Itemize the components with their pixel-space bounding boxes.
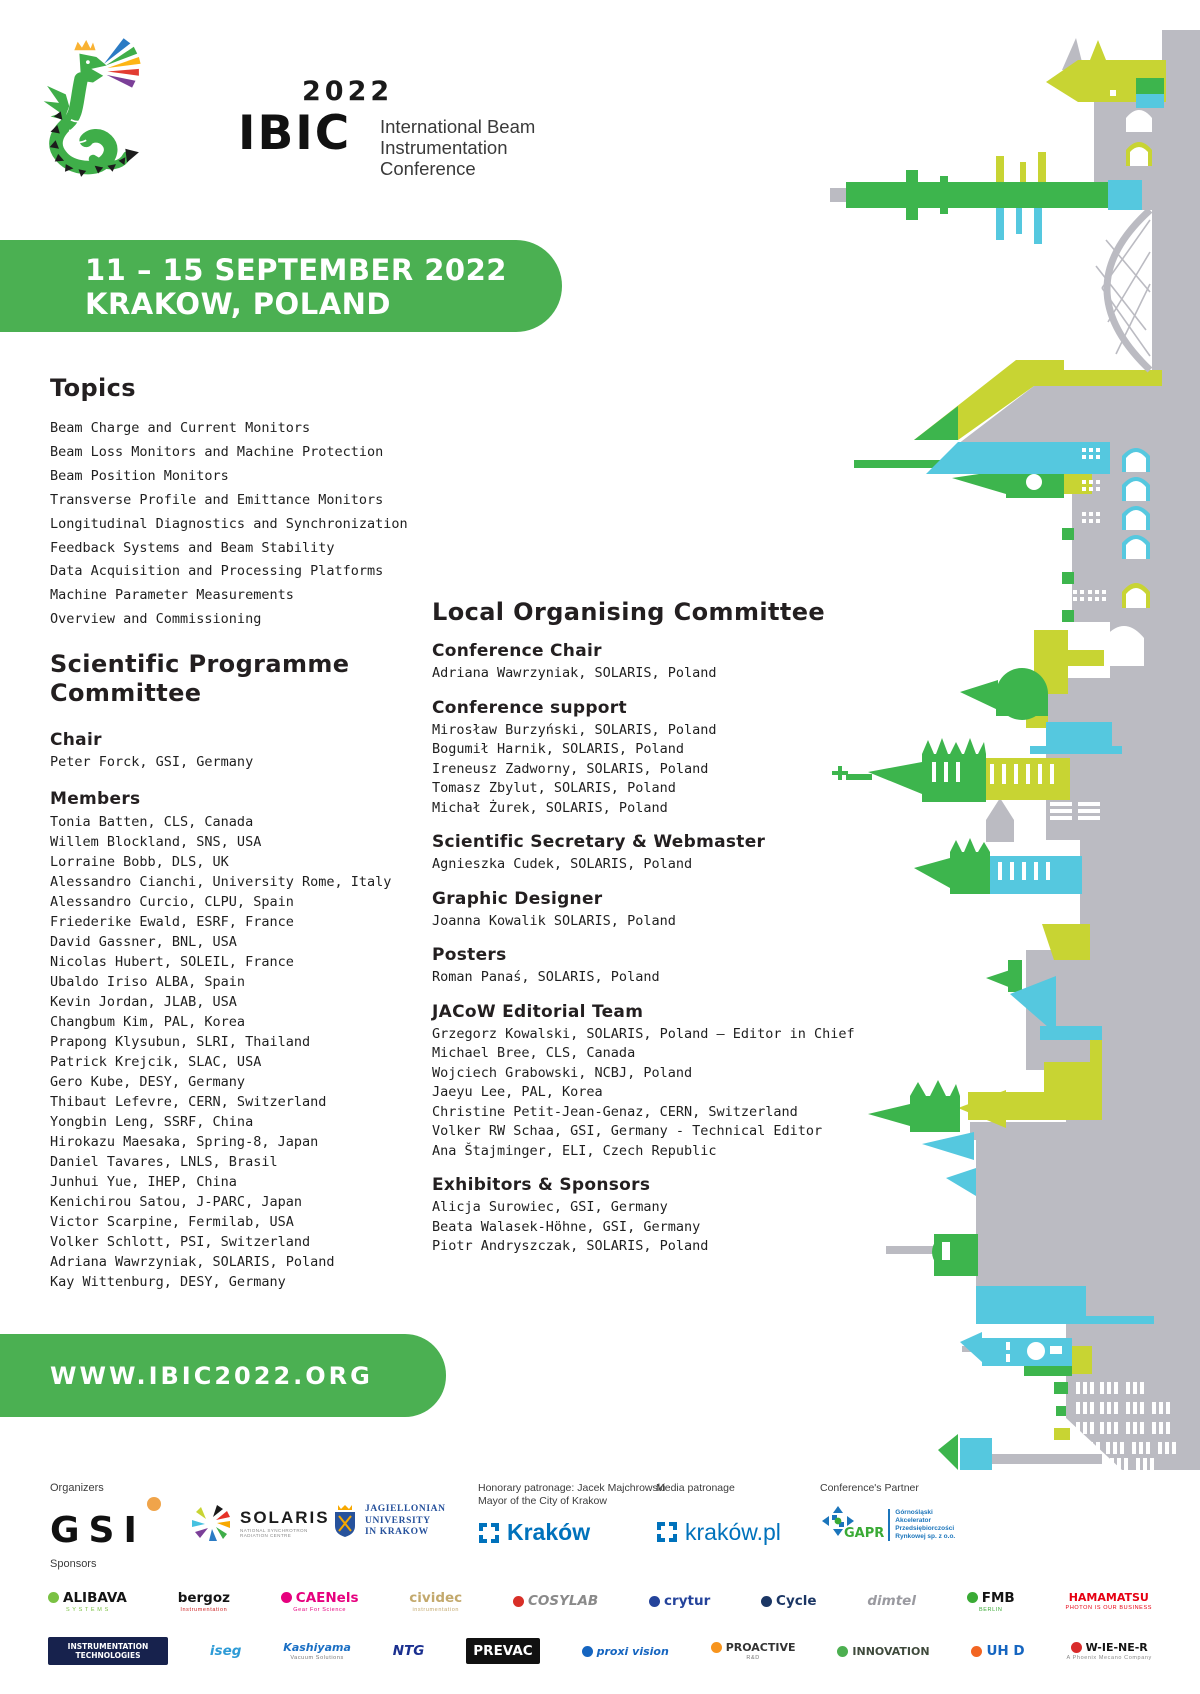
person: Volker RW Schaa, GSI, Germany - Technical Editor [432, 1123, 823, 1139]
person: Grzegorz Kowalski, SOLARIS, Poland – Editor in Chief [432, 1025, 855, 1042]
sponsor-logo-alibava [48, 1590, 127, 1613]
topic-item: Longitudinal Diagnostics and Synchronization [50, 515, 408, 532]
sponsor-tagline: Instrumentation [180, 1606, 228, 1613]
solaris-sub1: NATIONAL SYNCHROTRON [240, 1528, 308, 1533]
members-label: Members [50, 788, 141, 809]
topic-item: Beam Charge and Current Monitors [50, 420, 311, 436]
person: Christine Petit-Jean-Genaz, CERN, Switzerland [432, 1103, 798, 1120]
sponsor-name: iseg [209, 1643, 242, 1659]
loc-subsection-label: Graphic Designer [432, 888, 603, 909]
person: Tomasz Zbylut, SOLARIS, Poland [432, 780, 676, 796]
sponsor-logo-uh-d [971, 1643, 1024, 1659]
innovation-icon [837, 1646, 848, 1657]
gsi-dot-icon [147, 1497, 161, 1511]
gsi-logo [50, 1510, 146, 1551]
person: Mirosław Burzyński, SOLARIS, Poland [432, 721, 717, 738]
sponsor-name: Kashiyama [283, 1641, 351, 1654]
loc-subsection [432, 698, 872, 819]
loc-heading: Local Organising Committee [432, 598, 826, 626]
member-person: Yongbin Leng, SSRF, China [50, 1113, 254, 1130]
partner-block [820, 1482, 955, 1545]
ju-line3: IN KRAKOW [365, 1527, 429, 1537]
ju-line2: UNIVERSITY [365, 1515, 431, 1526]
sponsor-name: Cycle [776, 1593, 817, 1609]
honorary-label-line1: Honorary patronage: Jacek Majchrowski [478, 1482, 666, 1494]
member-person: Ubaldo Iriso ALBA, Spain [50, 973, 246, 990]
person: Piotr Andryszczak, SOLARIS, Poland [432, 1238, 709, 1254]
fmb-icon [967, 1592, 978, 1603]
sponsor-logo-innovation [837, 1645, 929, 1658]
sponsor-logo-cosylab [513, 1593, 598, 1609]
member-person: Kevin Jordan, JLAB, USA [50, 993, 237, 1010]
sponsor-logo-prevac [466, 1638, 539, 1664]
sponsor-name: PREVAC [473, 1643, 533, 1659]
jagiellonian-shield-icon [332, 1504, 358, 1538]
sponsor-tagline: BERLIN [979, 1606, 1003, 1613]
loc-subsection [432, 1175, 872, 1257]
sponsor-tagline: S Y S T E M S [66, 1606, 109, 1613]
jagiellonian-logo [332, 1504, 446, 1539]
loc-subsection-label: Conference support [432, 697, 627, 718]
member-person: Nicolas Hubert, SOLEIL, France [50, 953, 294, 970]
proxi-vision-icon [582, 1646, 593, 1657]
chair-label: Chair [50, 730, 102, 750]
member-person: Friederike Ewald, ESRF, France [50, 913, 294, 930]
media-patronage-block [656, 1482, 781, 1546]
sponsor-name: W-IE-NE-R [1085, 1641, 1148, 1654]
uh-d-icon [971, 1646, 982, 1657]
gapr-logo [820, 1505, 955, 1545]
member-person: Alessandro Cianchi, University Rome, Italy [50, 873, 392, 890]
topics-list [50, 417, 470, 632]
spc-members-block [50, 789, 470, 1292]
person: Michał Żurek, SOLARIS, Poland [432, 799, 668, 816]
solaris-fan-icon [190, 1502, 232, 1544]
cycle-icon [761, 1596, 772, 1607]
alibava-icon [48, 1592, 59, 1603]
person: Adriana Wawrzyniak, SOLARIS, Poland [432, 665, 717, 681]
person: Bogumił Harnik, SOLARIS, Poland [432, 741, 684, 757]
sponsors-label: Sponsors [50, 1558, 97, 1570]
conference-logo [42, 28, 574, 188]
crytur-icon [649, 1596, 660, 1607]
loc-subsection-label: Conference Chair [432, 641, 602, 661]
sponsor-name: INSTRUMENTATION TECHNOLOGIES [67, 1642, 149, 1660]
member-person: Volker Schlott, PSI, Switzerland [50, 1233, 311, 1250]
solaris-sub2: RADIATION CENTRE [240, 1533, 292, 1538]
gapr-acronym: GAPR [844, 1526, 885, 1541]
sponsor-logo-cividec [409, 1590, 462, 1613]
spc-heading-line1: Scientific Programme [50, 650, 350, 678]
dragon-icon [42, 28, 144, 188]
sponsor-name: INNOVATION [852, 1644, 930, 1658]
topic-item: Beam Loss Monitors and Machine Protection [50, 443, 384, 460]
spc-heading [50, 650, 470, 708]
krakow-pl-dashes-icon [656, 1521, 678, 1543]
sponsor-logo-cycle [761, 1593, 817, 1609]
person: Agnieszka Cudek, SOLARIS, Poland [432, 856, 693, 872]
sponsor-logo-instrumentation-technologies [48, 1637, 168, 1665]
member-person: Changbum Kim, PAL, Korea [50, 1013, 246, 1030]
person: Joanna Kowalik SOLARIS, Poland [432, 912, 676, 929]
sponsor-row-1 [48, 1578, 1152, 1624]
sponsor-name: PROACTIVE [725, 1641, 796, 1654]
sponsor-logo-iseg [210, 1643, 241, 1659]
gapr-text [888, 1509, 955, 1541]
topic-item: Overview and Commissioning [50, 611, 262, 628]
solaris-name: SOLARIS [240, 1508, 330, 1527]
sponsor-logo-bergoz [178, 1590, 230, 1613]
sponsor-tagline: A Phoenix Mecano Company [1066, 1655, 1152, 1661]
chair-person: Peter Forck, GSI, Germany [50, 754, 254, 770]
logo-subtitle-line2: Instrumentation Conference [380, 137, 508, 179]
krakow-logo-text: Kraków [507, 1519, 591, 1545]
date-line: 11 – 15 SEPTEMBER 2022 [85, 253, 507, 287]
sponsor-name: HAMAMATSU [1068, 1591, 1149, 1604]
sponsor-name: FMB [981, 1589, 1015, 1606]
sponsor-logo-caenels [281, 1590, 359, 1613]
gapr-line1: Górnośląski [895, 1508, 933, 1516]
members-list [50, 812, 470, 1292]
krakow-city-logo [478, 1519, 665, 1546]
organizers-label: Organizers [50, 1482, 104, 1494]
loc-subsection [432, 832, 872, 875]
loc-subsection-label: Scientific Secretary & Webmaster [432, 832, 766, 852]
member-person: Willem Blockland, SNS, USA [50, 833, 262, 850]
krakow-dashes-icon [478, 1522, 500, 1544]
website-link[interactable]: WWW.IBIC2022.ORG [50, 1361, 373, 1390]
logo-year: 2022 [302, 76, 394, 107]
honorary-patronage-block [478, 1482, 665, 1546]
spc-heading-line2: Committee [50, 679, 202, 707]
member-person: David Gassner, BNL, USA [50, 933, 237, 950]
sponsor-logo-hamamatsu [1066, 1591, 1152, 1611]
ju-line1: JAGIELLONIAN [365, 1504, 446, 1514]
topic-item: Transverse Profile and Emittance Monitors [50, 491, 384, 508]
member-person: Adriana Wawrzyniak, SOLARIS, Poland [50, 1253, 335, 1270]
topic-item: Beam Position Monitors [50, 467, 229, 484]
member-person: Kenichirou Satou, J-PARC, Japan [50, 1193, 302, 1210]
sponsor-logo-crytur [649, 1593, 710, 1609]
logo-subtitle-line1: International Beam [380, 116, 536, 137]
sponsor-row-2 [48, 1628, 1152, 1674]
member-person: Tonia Batten, CLS, Canada [50, 813, 254, 830]
member-person: Junhui Yue, IHEP, China [50, 1173, 237, 1190]
sponsor-logo-dimtel [867, 1593, 916, 1609]
media-label: Media patronage [656, 1482, 735, 1494]
spc-section [50, 650, 470, 1292]
proactive-icon [711, 1642, 722, 1653]
sponsor-logo-kashiyama [283, 1641, 351, 1661]
person: Alicja Surowiec, GSI, Germany [432, 1199, 668, 1215]
w-ie-ne-r-icon [1071, 1642, 1082, 1653]
gapr-line2: Akcelerator [895, 1516, 932, 1524]
person: Wojciech Grabowski, NCBJ, Poland [432, 1064, 693, 1081]
sponsor-name: COSYLAB [528, 1593, 599, 1609]
loc-subsection [432, 641, 872, 684]
sponsor-tagline: R&D [746, 1655, 760, 1661]
member-person: Lorraine Bobb, DLS, UK [50, 853, 229, 870]
spc-chair-block [50, 730, 470, 773]
partner-label: Conference's Partner [820, 1482, 919, 1494]
member-person: Daniel Tavares, LNLS, Brasil [50, 1153, 278, 1170]
topic-item: Machine Parameter Measurements [50, 587, 294, 604]
sponsor-name: cividec [409, 1589, 463, 1606]
logo-acronym: IBIC [238, 106, 352, 161]
sponsor-name: proxi vision [596, 1644, 669, 1658]
member-person: Alessandro Curcio, CLPU, Spain [50, 893, 294, 910]
person: Ireneusz Zadworny, SOLARIS, Poland [432, 760, 709, 777]
sponsor-name: dimtel [867, 1593, 916, 1609]
loc-subsection [432, 889, 872, 932]
loc-subsection [432, 1002, 872, 1162]
date-banner [0, 240, 562, 332]
loc-subsection-label: JACoW Editorial Team [432, 1001, 644, 1022]
gapr-line3: Przedsiębiorczości [895, 1524, 955, 1532]
person: Beata Walasek-Höhne, GSI, Germany [432, 1218, 701, 1235]
sponsor-logo-ntg [393, 1643, 425, 1659]
loc-subsection [432, 945, 872, 988]
member-person: Hirokazu Maesaka, Spring-8, Japan [50, 1133, 319, 1150]
sponsor-name: crytur [664, 1593, 711, 1609]
cosylab-icon [513, 1596, 524, 1607]
person: Michael Bree, CLS, Canada [432, 1045, 636, 1061]
logo-subtitle [380, 116, 574, 179]
topics-section [50, 374, 470, 632]
person: Jaeyu Lee, PAL, Korea [432, 1084, 603, 1100]
sponsor-name: CAENels [295, 1589, 359, 1606]
gsi-logo-text: GSI [50, 1510, 146, 1551]
person: Roman Panaś, SOLARIS, Poland [432, 969, 660, 985]
member-person: Prapong Klysubun, SLRI, Thailand [50, 1033, 311, 1050]
sponsor-tagline: PHOTON IS OUR BUSINESS [1065, 1605, 1152, 1611]
organizer-logos [50, 1500, 450, 1556]
sponsor-tagline: Gear For Science [293, 1606, 346, 1613]
solaris-logo [190, 1502, 330, 1544]
member-person: Gero Kube, DESY, Germany [50, 1073, 246, 1090]
sponsor-name: bergoz [177, 1589, 230, 1606]
krakow-pl-logo-text: kraków.pl [685, 1518, 781, 1545]
topics-heading: Topics [50, 374, 136, 402]
topic-item: Data Acquisition and Processing Platforms [50, 563, 384, 580]
sponsor-logo-proxi-vision [582, 1645, 669, 1658]
sponsor-name: ALIBAVA [63, 1589, 127, 1606]
member-person: Patrick Krejcik, SLAC, USA [50, 1053, 262, 1070]
caenels-icon [281, 1592, 292, 1603]
gapr-line4: Rynkowej sp. z o.o. [895, 1532, 956, 1540]
person: Ana Štajminger, ELI, Czech Republic [432, 1142, 717, 1159]
honorary-label-line2: Mayor of the City of Krakow [478, 1494, 607, 1507]
sponsor-tagline: instrumentation [412, 1606, 460, 1613]
loc-subsection-label: Exhibitors & Sponsors [432, 1175, 651, 1195]
sponsor-logo-fmb [967, 1590, 1015, 1613]
loc-sections [432, 641, 872, 1257]
sponsor-logo-w-ie-ne-r [1067, 1641, 1152, 1661]
sponsor-name: NTG [392, 1643, 425, 1659]
sponsor-logo-proactive [711, 1641, 796, 1661]
sponsor-tagline: Vacuum Solutions [290, 1655, 344, 1661]
member-person: Kay Wittenburg, DESY, Germany [50, 1273, 286, 1290]
location-line: KRAKOW, POLAND [85, 287, 391, 321]
loc-subsection-label: Posters [432, 945, 507, 965]
topic-item: Feedback Systems and Beam Stability [50, 539, 335, 556]
sponsor-name: UH D [986, 1643, 1025, 1659]
member-person: Thibaut Lefevre, CERN, Switzerland [50, 1093, 327, 1110]
loc-section-root [432, 598, 872, 1257]
website-banner [0, 1334, 446, 1417]
krakow-pl-logo [656, 1519, 781, 1546]
member-person: Victor Scarpine, Fermilab, USA [50, 1213, 294, 1230]
